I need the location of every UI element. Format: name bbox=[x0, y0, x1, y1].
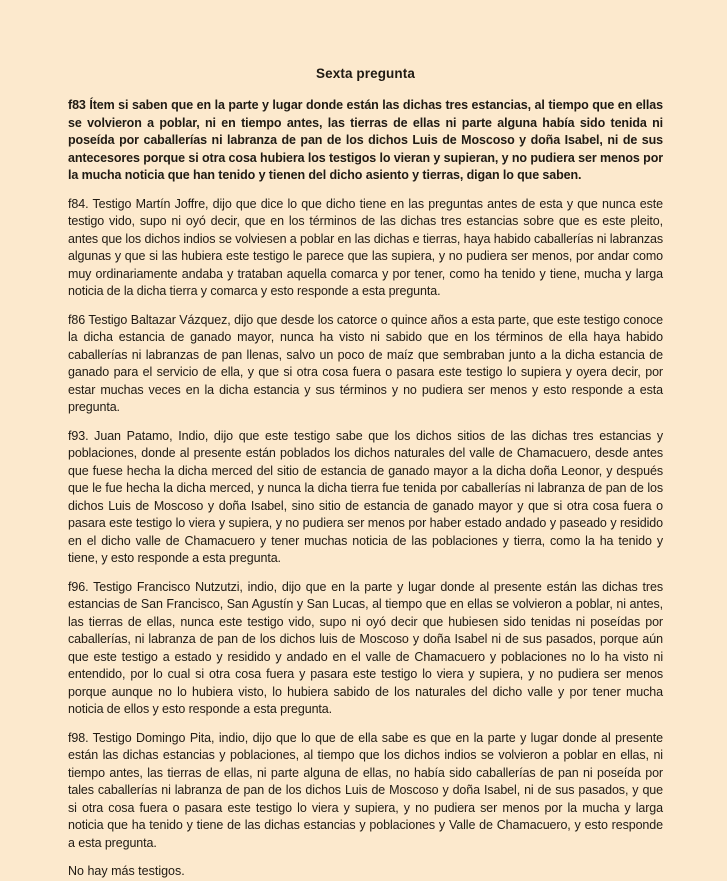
document-title: Sexta pregunta bbox=[316, 66, 415, 81]
closing-statement: No hay más testigos. bbox=[68, 864, 185, 878]
paragraph-f98-testimony-domingo-pita: f98. Testigo Domingo Pita, indio, dijo que lo que de ella sabe es que en la parte y lugar donde al presente están las dichas estancias y poblaciones, al tiempo que los dichos indios se volvieron a poblar en ellas, ni tiempo antes, las tierras de ellas, ni parte alguna de ellas, no había sido caballerías de pan ni poseída por tales caballerías ni labranza de pan de los dichos Luis de Moscoso y doña Isabel, ni de sus pasados, y que si otra cosa fuera o pasara este testigo lo viera y supiera, y no pudiera ser menos por la mucha y larga noticia que ha tenido y tiene de las dichas estancias y poblaciones y Valle de Chamacuero, y esto responde a esta pregunta. bbox=[68, 730, 663, 850]
paragraph-f83-question: f83 Ítem si saben que en la parte y lugar donde están las dichas tres estancias, al tiempo que en ellas se volvieron a poblar, ni en tiempo antes, las tierras de ellas ni parte alguna había sido tenida ni poseída por caballerías ni labranza de pan de los dichos Luis de Moscoso y doña Isabel, ni de sus antecesores porque si otra cosa hubiera los testigos lo vieran y supieran, y no pudiera ser menos por la mucha noticia que han tenido y tienen del dicho asiento y tierras, digan lo que saben. bbox=[68, 98, 663, 182]
paragraph-f86-testimony-baltazar-vazquez: f86 Testigo Baltazar Vázquez, dijo que desde los catorce o quince años a esta parte, que este testigo conoce la dicha estancia de ganado mayor, nunca ha visto ni sabido que en los términos de ella haya habido caballerías ni labranzas de pan llenas, salvo un poco de maíz que sembraban junto a la dicha estancia de ganado para el servicio de ella, y que si otra cosa fuera o pasara este testigo lo supiera y oyera decir, por estar muchas veces en la dicha estancia y sus términos y no pudiera ser menos y esto responde a esta pregunta. bbox=[68, 312, 663, 414]
paragraph-f96-testimony-francisco-nutzutzi: f96. Testigo Francisco Nutzutzi, indio, dijo que en la parte y lugar donde al presente están las dichas tres estancias de San Francisco, San Agustín y San Lucas, al tiempo que en ellas se volvieron a poblar, ni antes, las tierras de ellas, nunca este testigo vido, supo ni oyó decir que hubiesen sido tenidas ni poseídas por caballerías, ni labranza de pan de los dichos luis de Moscoso y doña Isabel ni de sus pasados, porque aún que este testigo a estado y residido y andado en el valle de Chamacuero y poblaciones no lo ha visto ni entendido, por lo cual si otra cosa fuera y pasara este testigo lo viera y supiera, y no pudiera ser menos porque aunque no lo hubiera visto, lo hubiera sabido de los naturales del dicho valle y por tener mucha noticia de ellos y esto responde a esta pregunta. bbox=[68, 579, 663, 716]
paragraph-f93-testimony-juan-patamo: f93. Juan Patamo, Indio, dijo que este testigo sabe que los dichos sitios de las dichas tres estancias y poblaciones, donde al presente están poblados los dichos naturales del valle de Chamacuero, desde antes que fuese hecha la dicha merced del sitio de estancia de ganado mayor a la dicha doña Leonor, y después que le fue hecha la dicha merced, y nunca la dicha tierra fue tenida por caballerías ni labranza de pan de los dichos Luis de Moscoso y doña Isabel, sino sitio de estancia de ganado mayor y que si otra cosa fuera o pasara este testigo lo viera y supiera, y no pudiera ser menos por haber estado andado y paseado y residido en el dicho valle de Chamacuero y tener muchas noticia de las poblaciones y tierra, como la ha tenido y tiene, y esto responde a esta pregunta. bbox=[68, 428, 663, 565]
paragraph-f84-testimony-martin-joffre: f84. Testigo Martín Joffre, dijo que dice lo que dicho tiene en las preguntas antes de esta y que nunca este testigo vido, supo ni oyó decir, que en los términos de las dichas tres estancias sobre que es este pleito, antes que los dichos indios se volviesen a poblar en las dichas e tierras, haya habido caballerías ni labranzas algunas y que si las hubiera este testigo le parece que las supiera, y no pudiera ser menos, por andar como muy ordinariamente andaba y trataban aquella comarca y por tener, como ha tenido y tiene, mucha y larga noticia de la dicha tierra y comarca y esto responde a esta pregunta. bbox=[68, 196, 663, 298]
